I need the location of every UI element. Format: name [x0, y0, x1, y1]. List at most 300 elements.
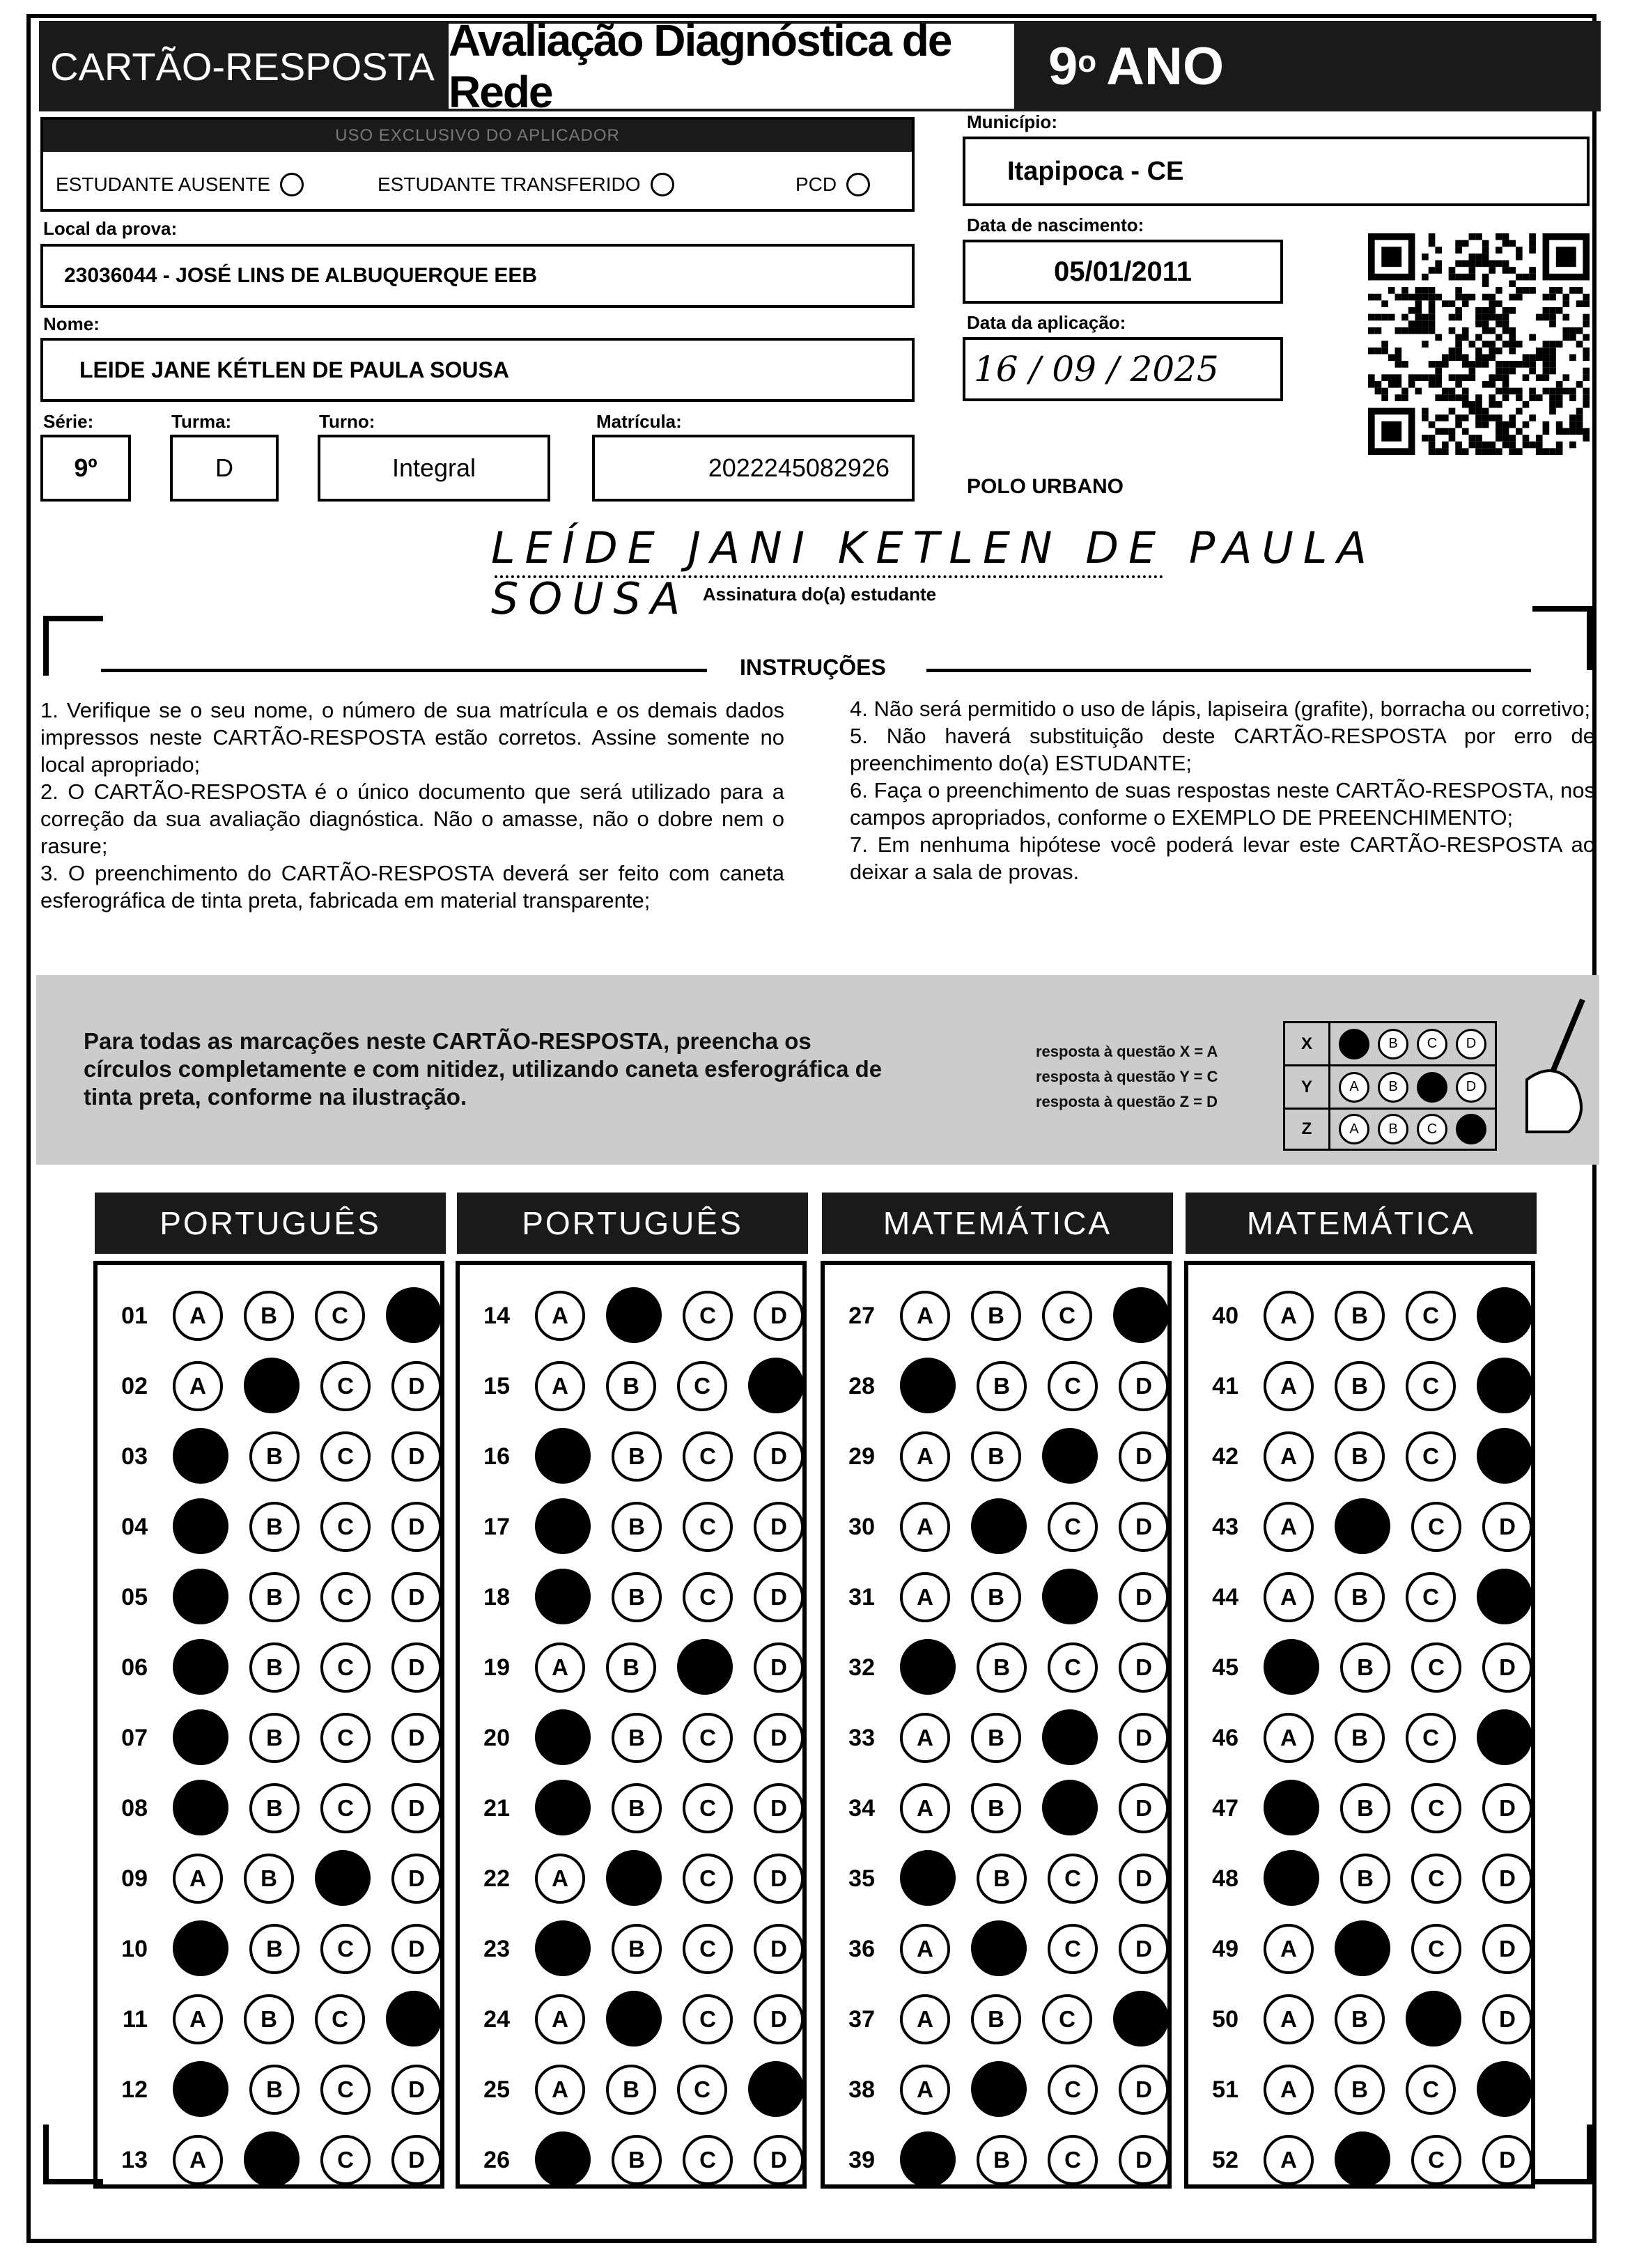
transferred-option[interactable] [378, 173, 674, 196]
answer-bubble-c[interactable]: C [1048, 2135, 1098, 2185]
answer-bubble-b[interactable]: B [606, 1642, 656, 1693]
answer-bubble-d[interactable] [386, 1991, 442, 2046]
answer-bubble-a[interactable] [535, 1920, 591, 1976]
answer-bubble-d[interactable]: D [1482, 1502, 1532, 1552]
instructions-rule-right [926, 669, 1531, 672]
question-row [825, 2123, 1169, 2197]
answer-bubble-a[interactable]: A [900, 1572, 950, 1622]
answer-bubble-b[interactable]: B [1340, 1854, 1390, 1904]
question-row [1188, 1771, 1532, 1845]
answer-bubble-b[interactable]: B [249, 1783, 300, 1833]
question-number: 05 [121, 1583, 148, 1610]
answer-bubble-d[interactable] [1477, 1709, 1532, 1765]
answer-bubble-c[interactable]: C [320, 1783, 371, 1833]
answer-bubble-c[interactable]: C [1406, 1431, 1456, 1482]
answer-bubble-d[interactable]: D [1119, 1361, 1169, 1411]
question-row [98, 1279, 442, 1353]
question-number: 16 [483, 1443, 510, 1470]
answer-bubble-b[interactable]: B [612, 1431, 662, 1482]
answer-bubble-a[interactable]: A [1264, 1713, 1314, 1763]
answer-bubble-c[interactable]: C [683, 1431, 733, 1482]
answer-bubble-c[interactable]: C [320, 2135, 371, 2185]
question-row [1188, 1982, 1532, 2056]
answer-bubble-b[interactable]: B [612, 2135, 662, 2185]
question-number: 08 [121, 1794, 148, 1822]
answer-bubble-d[interactable] [1477, 1569, 1532, 1624]
answer-bubble-c[interactable]: C [1411, 1502, 1461, 1552]
turma-label: Turma: [171, 411, 232, 432]
question-number: 23 [483, 1935, 510, 1962]
question-row [460, 1560, 804, 1634]
answer-bubble-b[interactable]: B [971, 1431, 1021, 1482]
answer-bubble-c[interactable]: C [683, 1783, 733, 1833]
pcd-label: PCD [795, 173, 837, 195]
answer-bubble-c[interactable]: C [1411, 1783, 1461, 1833]
answer-bubble-d[interactable]: D [754, 1431, 804, 1482]
answer-bubble-b[interactable]: B [612, 1924, 662, 1974]
question-number: 38 [848, 2076, 875, 2103]
question-row [98, 1982, 442, 2056]
answer-bubble-a[interactable] [900, 1358, 956, 1413]
answer-bubble-d[interactable]: D [1119, 1924, 1169, 1974]
answer-bubble-a[interactable] [535, 1709, 591, 1765]
answer-bubble-c[interactable]: C [1048, 2065, 1098, 2115]
question-row [1188, 1279, 1532, 1353]
answer-bubble-d[interactable]: D [391, 1502, 442, 1552]
question-number: 28 [848, 1372, 875, 1399]
question-number: 04 [121, 1513, 148, 1540]
example-row [1283, 1021, 1497, 1064]
matricula-field [592, 435, 915, 502]
question-number: 49 [1212, 1935, 1238, 1962]
answer-bubble-a[interactable]: A [1264, 1572, 1314, 1622]
answer-bubble-d[interactable]: D [1119, 1713, 1169, 1763]
answer-bubble-c[interactable] [1042, 1709, 1098, 1765]
answer-bubble-a[interactable]: A [173, 2135, 223, 2185]
answer-bubble-a[interactable]: A [535, 1642, 585, 1693]
answer-bubble-a[interactable] [173, 1780, 228, 1835]
question-row [460, 1420, 804, 1493]
answer-bubble-c[interactable]: C [683, 1924, 733, 1974]
answer-bubble-d[interactable]: D [1119, 1431, 1169, 1482]
answer-bubble-a[interactable] [535, 1780, 591, 1835]
answer-bubble-b[interactable]: B [977, 1854, 1027, 1904]
answer-bubble-a[interactable]: A [173, 1361, 223, 1411]
answer-bubble-d[interactable]: D [754, 1783, 804, 1833]
answer-bubble-a[interactable] [173, 1569, 228, 1624]
answer-bubble-a[interactable]: A [900, 1994, 950, 2044]
question-row [460, 1349, 804, 1423]
answer-bubble-b[interactable]: B [249, 1572, 300, 1622]
fill-example [36, 975, 1599, 1165]
answer-bubble-a[interactable] [173, 1920, 228, 1976]
answer-bubble-b[interactable] [606, 1850, 662, 1906]
question-row [460, 2123, 804, 2197]
answer-bubble-c[interactable]: C [1411, 1924, 1461, 1974]
answer-bubble-a[interactable] [900, 1850, 956, 1906]
answer-bubble-c[interactable]: C [677, 1361, 727, 1411]
answer-bubble-c[interactable] [1406, 1991, 1461, 2046]
answer-bubble-d[interactable]: D [1119, 1502, 1169, 1552]
example-bubble: B [1378, 1029, 1408, 1059]
answer-bubble-c[interactable]: C [1406, 1361, 1456, 1411]
answer-bubble-c[interactable]: C [683, 1854, 733, 1904]
answer-bubble-c[interactable]: C [320, 1431, 371, 1482]
corner-mark-bottom-left [40, 2125, 103, 2187]
answer-bubble-d[interactable]: D [391, 1572, 442, 1622]
answer-bubble-d[interactable]: D [391, 1854, 442, 1904]
answer-bubble-d[interactable]: D [754, 1502, 804, 1552]
answer-bubble-a[interactable] [900, 1639, 956, 1695]
question-number: 07 [121, 1724, 148, 1751]
local-label: Local da prova: [43, 218, 178, 239]
question-row [460, 1279, 804, 1353]
answer-bubble-a[interactable] [535, 1569, 591, 1624]
answer-bubble-d[interactable] [748, 1358, 804, 1413]
answer-bubble-b[interactable]: B [249, 1713, 300, 1763]
answer-bubble-a[interactable]: A [1264, 2065, 1314, 2115]
answer-bubble-c[interactable]: C [320, 2065, 371, 2115]
answer-bubble-a[interactable]: A [900, 2065, 950, 2115]
answer-bubble-a[interactable]: A [900, 1502, 950, 1552]
answer-bubble-d[interactable]: D [1119, 1854, 1169, 1904]
answer-bubble-a[interactable]: A [535, 1854, 585, 1904]
answer-bubble-c[interactable]: C [1048, 1642, 1098, 1693]
answer-bubble-d[interactable]: D [754, 1924, 804, 1974]
nome-field [40, 338, 915, 402]
question-number: 18 [483, 1583, 510, 1610]
example-bubble [1339, 1029, 1369, 1059]
answer-bubble-b[interactable]: B [971, 1572, 1021, 1622]
answer-bubble-b[interactable]: B [612, 1502, 662, 1552]
question-number: 32 [848, 1654, 875, 1681]
answer-bubble-a[interactable] [173, 1709, 228, 1765]
answer-bubble-d[interactable]: D [1482, 1642, 1532, 1693]
answer-bubble-a[interactable]: A [1264, 1291, 1314, 1341]
answer-bubble-b[interactable]: B [977, 2135, 1027, 2185]
transferred-label: ESTUDANTE TRANSFERIDO [378, 173, 641, 195]
answer-bubble-b[interactable] [244, 1358, 300, 1413]
answer-bubble-a[interactable]: A [900, 1924, 950, 1974]
answer-bubble-b[interactable] [971, 1920, 1027, 1976]
answer-bubble-c[interactable]: C [1048, 1502, 1098, 1552]
answer-bubble-c[interactable]: C [1048, 1361, 1098, 1411]
answer-bubble-b[interactable] [1335, 2131, 1390, 2187]
answer-bubble-b[interactable]: B [606, 2065, 656, 2115]
answer-bubble-c[interactable]: C [683, 2135, 733, 2185]
answer-bubble-c[interactable]: C [320, 1572, 371, 1622]
answer-bubble-b[interactable]: B [244, 1994, 294, 2044]
answer-bubble-a[interactable]: A [173, 1994, 223, 2044]
answer-bubble-b[interactable]: B [1340, 1783, 1390, 1833]
question-row [460, 1701, 804, 1775]
answer-bubble-d[interactable]: D [391, 1713, 442, 1763]
answer-bubble-c[interactable] [315, 1850, 371, 1906]
question-number: 52 [1212, 2146, 1238, 2173]
absent-circle[interactable] [280, 173, 304, 196]
answer-bubble-b[interactable] [1335, 1498, 1390, 1554]
answer-bubble-a[interactable]: A [1264, 1431, 1314, 1482]
answer-bubble-b[interactable]: B [244, 1854, 294, 1904]
answer-bubble-c[interactable] [1042, 1780, 1098, 1835]
answer-bubble-a[interactable] [1264, 1850, 1319, 1906]
nome-value: LEIDE JANE KÉTLEN DE PAULA SOUSA [79, 357, 509, 382]
answer-bubble-a[interactable]: A [900, 1291, 950, 1341]
answer-bubble-c[interactable]: C [320, 1361, 371, 1411]
answer-bubble-a[interactable] [535, 1498, 591, 1554]
instructions-title: INSTRUÇÕES [740, 655, 886, 680]
answer-bubble-a[interactable]: A [535, 1361, 585, 1411]
answer-bubble-b[interactable]: B [977, 1642, 1027, 1693]
answer-bubble-c[interactable]: C [677, 2065, 727, 2115]
answer-bubble-d[interactable] [1113, 1991, 1169, 2046]
question-number: 27 [848, 1302, 875, 1329]
answer-bubble-d[interactable]: D [391, 2135, 442, 2185]
answer-bubble-b[interactable]: B [249, 1642, 300, 1693]
question-number: 19 [483, 1654, 510, 1681]
answer-bubble-b[interactable]: B [612, 1572, 662, 1622]
answer-bubble-b[interactable]: B [249, 1924, 300, 1974]
question-row [825, 1349, 1169, 1423]
answer-bubble-d[interactable]: D [1482, 1924, 1532, 1974]
question-number: 40 [1212, 1302, 1238, 1329]
answer-bubble-a[interactable] [535, 2131, 591, 2187]
answer-bubble-b[interactable]: B [1335, 1713, 1385, 1763]
answer-bubble-c[interactable]: C [320, 1502, 371, 1552]
question-number: 09 [121, 1865, 148, 1892]
answer-bubble-a[interactable]: A [1264, 1994, 1314, 2044]
answer-bubble-b[interactable] [244, 2131, 300, 2187]
answer-bubble-d[interactable] [748, 2061, 804, 2117]
answer-bubble-c[interactable]: C [683, 1291, 733, 1341]
answer-bubble-d[interactable]: D [754, 1291, 804, 1341]
answer-bubble-a[interactable]: A [535, 1994, 585, 2044]
municipio-label: Município: [967, 111, 1057, 132]
answer-bubble-c[interactable]: C [1406, 1572, 1456, 1622]
answer-bubble-d[interactable]: D [754, 1994, 804, 2044]
answer-bubble-c[interactable] [1042, 1569, 1098, 1624]
answer-bubble-d[interactable]: D [754, 2135, 804, 2185]
question-row [825, 1631, 1169, 1704]
answer-bubble-a[interactable]: A [535, 2065, 585, 2115]
answer-bubble-a[interactable]: A [900, 1783, 950, 1833]
question-row [98, 1842, 442, 1916]
answer-bubble-a[interactable] [1264, 1780, 1319, 1835]
answer-bubble-c[interactable]: C [315, 1994, 365, 2044]
question-row [460, 1771, 804, 1845]
question-row [825, 1982, 1169, 2056]
answer-bubble-c[interactable]: C [683, 1713, 733, 1763]
turma-field [170, 435, 279, 502]
answer-bubble-c[interactable] [677, 1639, 733, 1695]
answer-bubble-b[interactable]: B [249, 1431, 300, 1482]
answer-bubble-c[interactable]: C [1048, 1924, 1098, 1974]
answer-bubble-c[interactable]: C [1411, 2135, 1461, 2185]
answer-bubble-a[interactable]: A [173, 1291, 223, 1341]
exam-title: Avaliação Diagnóstica de Rede [446, 21, 1017, 111]
pcd-circle[interactable] [846, 173, 870, 196]
answer-bubble-b[interactable]: B [612, 1783, 662, 1833]
answer-bubble-d[interactable] [1477, 2061, 1532, 2117]
pcd-option[interactable] [795, 173, 870, 196]
answer-bubble-b[interactable] [1335, 1920, 1390, 1976]
answer-bubble-a[interactable]: A [900, 1713, 950, 1763]
question-row [1188, 1490, 1532, 1564]
answer-bubble-a[interactable]: A [173, 1854, 223, 1904]
answer-bubble-a[interactable]: A [1264, 1361, 1314, 1411]
question-row [825, 1701, 1169, 1775]
example-bubble: B [1378, 1072, 1408, 1103]
answer-bubble-d[interactable]: D [1119, 2135, 1169, 2185]
question-row [1188, 1349, 1532, 1423]
answer-bubble-b[interactable] [971, 1498, 1027, 1554]
example-bubble: C [1417, 1029, 1447, 1059]
answer-bubble-b[interactable]: B [1335, 1291, 1385, 1341]
question-number: 47 [1212, 1794, 1238, 1822]
answer-bubble-b[interactable]: B [1335, 1572, 1385, 1622]
answer-bubble-c[interactable]: C [683, 1502, 733, 1552]
answer-bubble-d[interactable]: D [391, 1361, 442, 1411]
answer-bubble-a[interactable]: A [1264, 1502, 1314, 1552]
answer-bubble-b[interactable]: B [971, 1291, 1021, 1341]
answer-bubble-d[interactable] [1113, 1287, 1169, 1343]
answer-bubble-b[interactable]: B [1335, 1361, 1385, 1411]
answer-bubble-d[interactable]: D [391, 1924, 442, 1974]
turno-value: Integral [391, 453, 476, 482]
instruction-3: 3. O preenchimento do CARTÃO-RESPOSTA deverá ser feito com caneta esferográfica de tinta preta, fabricada em material transparente; [40, 861, 784, 912]
answer-bubble-b[interactable]: B [971, 1994, 1021, 2044]
answer-bubble-c[interactable]: C [315, 1291, 365, 1341]
answer-bubble-a[interactable] [1264, 1639, 1319, 1695]
answer-bubble-c[interactable]: C [1406, 1291, 1456, 1341]
answer-bubble-c[interactable]: C [320, 1713, 371, 1763]
answer-bubble-c[interactable]: C [683, 1572, 733, 1622]
answer-bubble-d[interactable] [386, 1287, 442, 1343]
answer-bubble-b[interactable]: B [1335, 1431, 1385, 1482]
question-number: 48 [1212, 1865, 1238, 1892]
answer-bubble-a[interactable]: A [1264, 1924, 1314, 1974]
question-number: 12 [121, 2076, 148, 2103]
answer-bubble-d[interactable]: D [391, 1783, 442, 1833]
answer-bubble-c[interactable]: C [1411, 1854, 1461, 1904]
answer-bubble-a[interactable] [173, 2061, 228, 2117]
answer-bubble-c[interactable]: C [1411, 1642, 1461, 1693]
answer-bubble-d[interactable]: D [1119, 1572, 1169, 1622]
answer-bubble-b[interactable]: B [1335, 1994, 1385, 2044]
answer-bubble-d[interactable]: D [1119, 1642, 1169, 1693]
corner-mark-bottom-right [1532, 2125, 1595, 2187]
example-question-letter: X [1285, 1023, 1330, 1064]
answer-bubble-c[interactable]: C [1042, 1291, 1092, 1341]
answer-bubble-c[interactable]: C [1042, 1994, 1092, 2044]
answer-bubble-b[interactable]: B [612, 1713, 662, 1763]
answer-bubble-d[interactable]: D [1482, 1783, 1532, 1833]
municipio-value: Itapipoca - CE [1007, 156, 1184, 186]
question-number: 44 [1212, 1583, 1238, 1610]
answer-bubble-d[interactable]: D [391, 2065, 442, 2115]
answer-bubble-d[interactable] [1477, 1287, 1532, 1343]
answer-bubble-a[interactable] [535, 1428, 591, 1484]
answer-bubble-d[interactable] [1477, 1428, 1532, 1484]
answer-bubble-b[interactable]: B [249, 1502, 300, 1552]
question-row [98, 1490, 442, 1564]
answer-bubble-b[interactable]: B [249, 2065, 300, 2115]
answer-bubble-b[interactable]: B [1335, 2065, 1385, 2115]
answer-bubble-d[interactable]: D [754, 1642, 804, 1693]
question-row [460, 1912, 804, 1986]
question-row [825, 1771, 1169, 1845]
transferred-circle[interactable] [651, 173, 674, 196]
answer-bubble-c[interactable]: C [1048, 1854, 1098, 1904]
answer-bubble-b[interactable]: B [971, 1783, 1021, 1833]
answer-bubble-b[interactable] [606, 1991, 662, 2046]
answer-bubble-c[interactable]: C [1406, 1713, 1456, 1763]
answer-bubble-d[interactable]: D [754, 1572, 804, 1622]
question-number: 06 [121, 1654, 148, 1681]
answer-bubble-d[interactable]: D [391, 1642, 442, 1693]
answer-bubble-c[interactable]: C [1406, 2065, 1456, 2115]
answer-bubble-d[interactable]: D [754, 1713, 804, 1763]
answer-bubble-d[interactable] [1477, 1358, 1532, 1413]
qr-code [1367, 233, 1591, 455]
answer-bubble-a[interactable]: A [1264, 2135, 1314, 2185]
example-text: Para todas as marcações neste CARTÃO-RESPOSTA, preencha os círculos completamente e com nitidez, utilizando caneta esferográfica de tinta preta, conforme na ilustração. [84, 1028, 883, 1110]
answer-bubble-d[interactable]: D [1482, 2135, 1532, 2185]
question-number: 33 [848, 1724, 875, 1751]
answer-bubble-a[interactable] [173, 1639, 228, 1695]
answer-bubble-b[interactable]: B [977, 1361, 1027, 1411]
example-label-x: resposta à questão X = A [1036, 1043, 1218, 1060]
answer-bubble-b[interactable] [971, 2061, 1027, 2117]
answer-bubble-a[interactable] [900, 2131, 956, 2187]
question-number: 10 [121, 1935, 148, 1962]
answer-bubble-c[interactable]: C [320, 1924, 371, 1974]
question-row [1188, 1631, 1532, 1704]
local-value: 23036044 - JOSÉ LINS DE ALBUQUERQUE EEB [64, 264, 538, 287]
absent-label: ESTUDANTE AUSENTE [56, 173, 271, 195]
aplicacao-field [963, 337, 1283, 401]
answer-bubble-c[interactable] [1042, 1428, 1098, 1484]
answer-bubble-a[interactable]: A [535, 1291, 585, 1341]
answer-bubble-b[interactable]: B [606, 1361, 656, 1411]
answer-bubble-d[interactable]: D [391, 1431, 442, 1482]
answer-bubble-b[interactable]: B [1340, 1642, 1390, 1693]
answer-bubble-d[interactable]: D [1482, 1854, 1532, 1904]
answer-bubble-c[interactable]: C [320, 1642, 371, 1693]
answer-bubble-a[interactable] [173, 1428, 228, 1484]
answer-bubble-a[interactable] [173, 1498, 228, 1554]
answer-bubble-b[interactable]: B [971, 1713, 1021, 1763]
question-number: 42 [1212, 1443, 1238, 1470]
answer-bubble-d[interactable]: D [1119, 1783, 1169, 1833]
serie-value: 9º [74, 453, 98, 482]
answer-bubble-d[interactable]: D [1482, 1994, 1532, 2044]
example-bubble: D [1456, 1029, 1486, 1059]
answer-bubble-b[interactable] [606, 1287, 662, 1343]
question-row [98, 1349, 442, 1423]
nascimento-field [963, 240, 1283, 304]
answer-bubble-d[interactable]: D [754, 1854, 804, 1904]
absent-option[interactable] [56, 173, 304, 196]
answer-bubble-a[interactable]: A [900, 1431, 950, 1482]
instruction-1: 1. Verifique se o seu nome, o número de sua matrícula e os demais dados impressos neste CARTÃO-RESPOSTA estão corretos. Assine somente no local apropriado; [40, 698, 784, 777]
question-row [98, 2123, 442, 2197]
question-number: 39 [848, 2146, 875, 2173]
answer-bubble-b[interactable]: B [244, 1291, 294, 1341]
answer-bubble-c[interactable]: C [683, 1994, 733, 2044]
question-row [825, 1279, 1169, 1353]
answer-bubble-d[interactable]: D [1119, 2065, 1169, 2115]
